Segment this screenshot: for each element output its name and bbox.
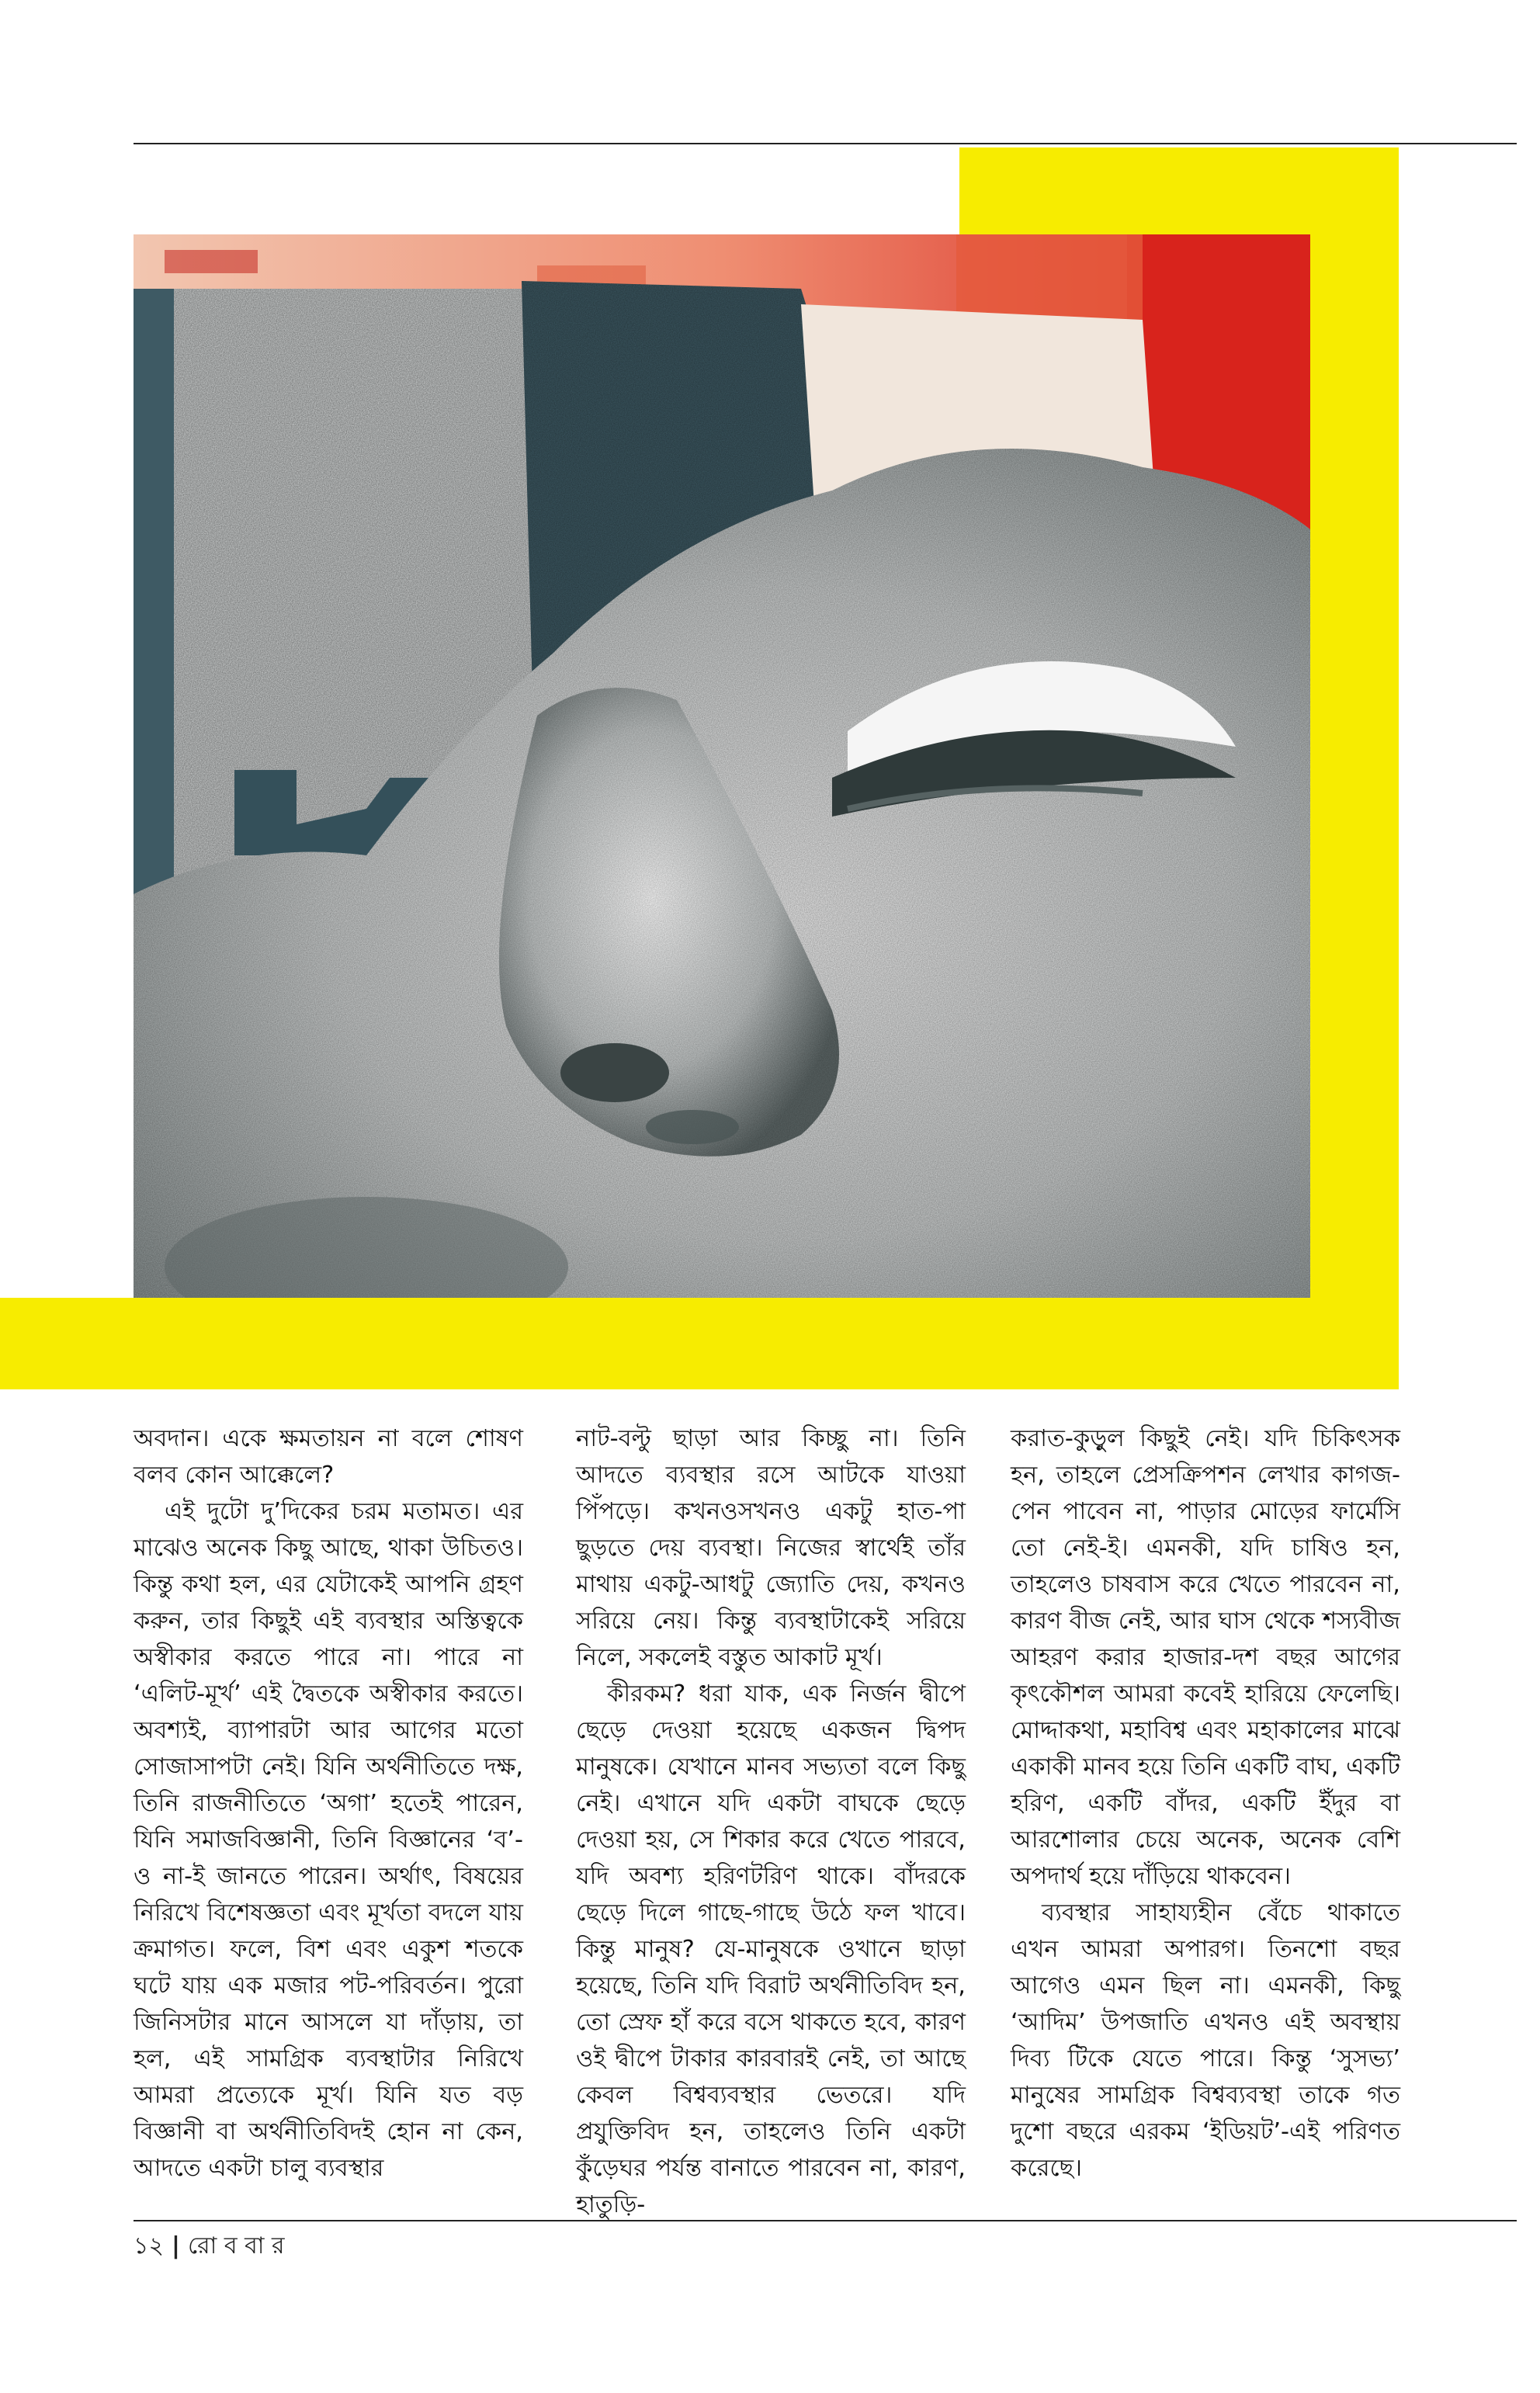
top-rule: [134, 143, 1517, 144]
paragraph: করাত-কুড়ুল কিছুই নেই। যদি চিকিৎসক হন, তাহলে প্রেসক্রিপশন লেখার কাগজ-পেন পাবেন না, পাড়ার মোড়ের ফার্মেসি তো নেই-ই। এমনকী, যদি চাষিও হন, তাহলেও চাষবাস করে খেতে পারবেন না, কারণ বীজ নেই, আর ঘাস থেকে শস্যবীজ আহরণ করার হাজার-দশ বছর আগের কৃৎকৌশল আমরা কবেই হারিয়ে ফেলেছি। মোদ্দাকথা, মহাবিশ্ব এবং মহাকালের মাঝে একাকী মানব হয়ে তিনি একটি বাঘ, একটি হরিণ, একটি বাঁদর, একটি ইঁদুর বা আরশোলার চেয়ে অনেক, অনেক বেশি অপদার্থ হয়ে দাঁড়িয়ে থাকবেন।: [1011, 1425, 1400, 1890]
paragraph: কীরকম? ধরা যাক, এক নির্জন দ্বীপে ছেড়ে দেওয়া হয়েছে একজন দ্বিপদ মানুষকে। যেখানে মানব সভ্যতা বলে কিছু নেই। এখানে যদি একটা বাঘকে ছেড়ে দেওয়া হয়, সে শিকার করে খেতে পারবে, যদি অবশ্য হরিণটরিণ থাকে। বাঁদরকে ছেড়ে দিলে গাছে-গাছে উঠে ফল খাবে। কিন্তু মানুষ? যে-মানুষকে ওখানে ছাড়া হয়েছে, তিনি যদি বিরাট অর্থনীতিবিদ হন, তো স্রেফ হাঁ করে বসে থাকতে হবে, কারণ ওই দ্বীপে টাকার কারবারই নেই, তা আছে কেবল বিশ্বব্যবস্থার ভেতরে। যদি প্রযুক্তিবিদ হন, তাহলেও তিনি একটা কুঁড়েঘর পর্যন্ত বানাতে পারবেন না, কারণ, হাতুড়ি-: [576, 1680, 966, 2218]
collage-artwork: [134, 234, 1310, 1298]
paragraph: ব্যবস্থার সাহায্যহীন বেঁচে থাকাতে এখন আমরা অপারগ। তিনশো বছর আগেও এমন ছিল না। এমনকী, কিছু ‘আদিম’ উপজাতি এখনও এই অবস্থায় দিব্য টিকে যেতে পারে। কিন্তু ‘সুসভ্য’ মানুষের সামগ্রিক বিশ্বব্যবস্থা তাকে গত দুশো বছরে এরকম ‘ইডিয়ট’-এই পরিণত করেছে।: [1011, 1899, 1400, 2182]
bottom-rule: [134, 2220, 1517, 2221]
paragraph: অবদান। একে ক্ষমতায়ন না বলে শোষণ বলব কোন আক্কেলে?: [134, 1425, 523, 1489]
folio-separator: |: [171, 2232, 180, 2259]
paragraph: নাট-বল্টু ছাড়া আর কিচ্ছু না। তিনি আদতে ব্যবস্থার রসে আটকে যাওয়া পিঁপড়ে। কখনওসখনও একটু হাত-পা ছুড়তে দেয় ব্যবস্থা। নিজের স্বার্থেই তাঁর মাথায় একটু-আধটু জ্যোতি দেয়, কখনও সরিয়ে নেয়। কিন্তু ব্যবস্থাটাকেই সরিয়ে নিলে, সকলেই বস্তুত আকাট মূর্খ।: [576, 1425, 966, 1671]
yellow-frame-bottom: [0, 1298, 1399, 1389]
page-number: ১২: [134, 2232, 164, 2259]
text-column-1: [134, 1420, 523, 2187]
page-footer: [134, 2231, 285, 2262]
text-column-2: [576, 1420, 966, 2223]
paragraph: এই দুটো দু’দিকের চরম মতামত। এর মাঝেও অনেক কিছু আছে, থাকা উচিতও। কিন্তু কথা হল, এর যেটাকেই আপনি গ্রহণ করুন, তার কিছুই এই ব্যবস্থার অস্তিত্বকে অস্বীকার করতে পারে না। পারে না ‘এলিট-মূর্খ’ এই দ্বৈতকে অস্বীকার করতে। অবশ্যই, ব্যাপারটা আর আগের মতো সোজাসাপটা নেই। যিনি অর্থনীতিতে দক্ষ, তিনি রাজনীতিতে ‘অগা’ হতেই পারেন, যিনি সমাজবিজ্ঞানী, তিনি বিজ্ঞানের ‘ব’-ও না-ই জানতে পারেন। অর্থাৎ, বিষয়ের নিরিখে বিশেষজ্ঞতা এবং মূর্খতা বদলে যায় ক্রমাগত। ফলে, বিশ এবং একুশ শতকে ঘটে যায় এক মজার পট-পরিবর্তন। পুরো জিনিসটার মানে আসলে যা দাঁড়ায়, তা হল, এই সামগ্রিক ব্যবস্থাটার নিরিখে আমরা প্রত্যেকে মূর্খ। যিনি যত বড় বিজ্ঞানী বা অর্থনীতিবিদই হোন না কেন, আদতে একটা চালু ব্যবস্থার: [134, 1498, 523, 2182]
text-column-3: [1011, 1420, 1400, 2187]
magazine-name: রো ব বা র: [187, 2232, 285, 2259]
